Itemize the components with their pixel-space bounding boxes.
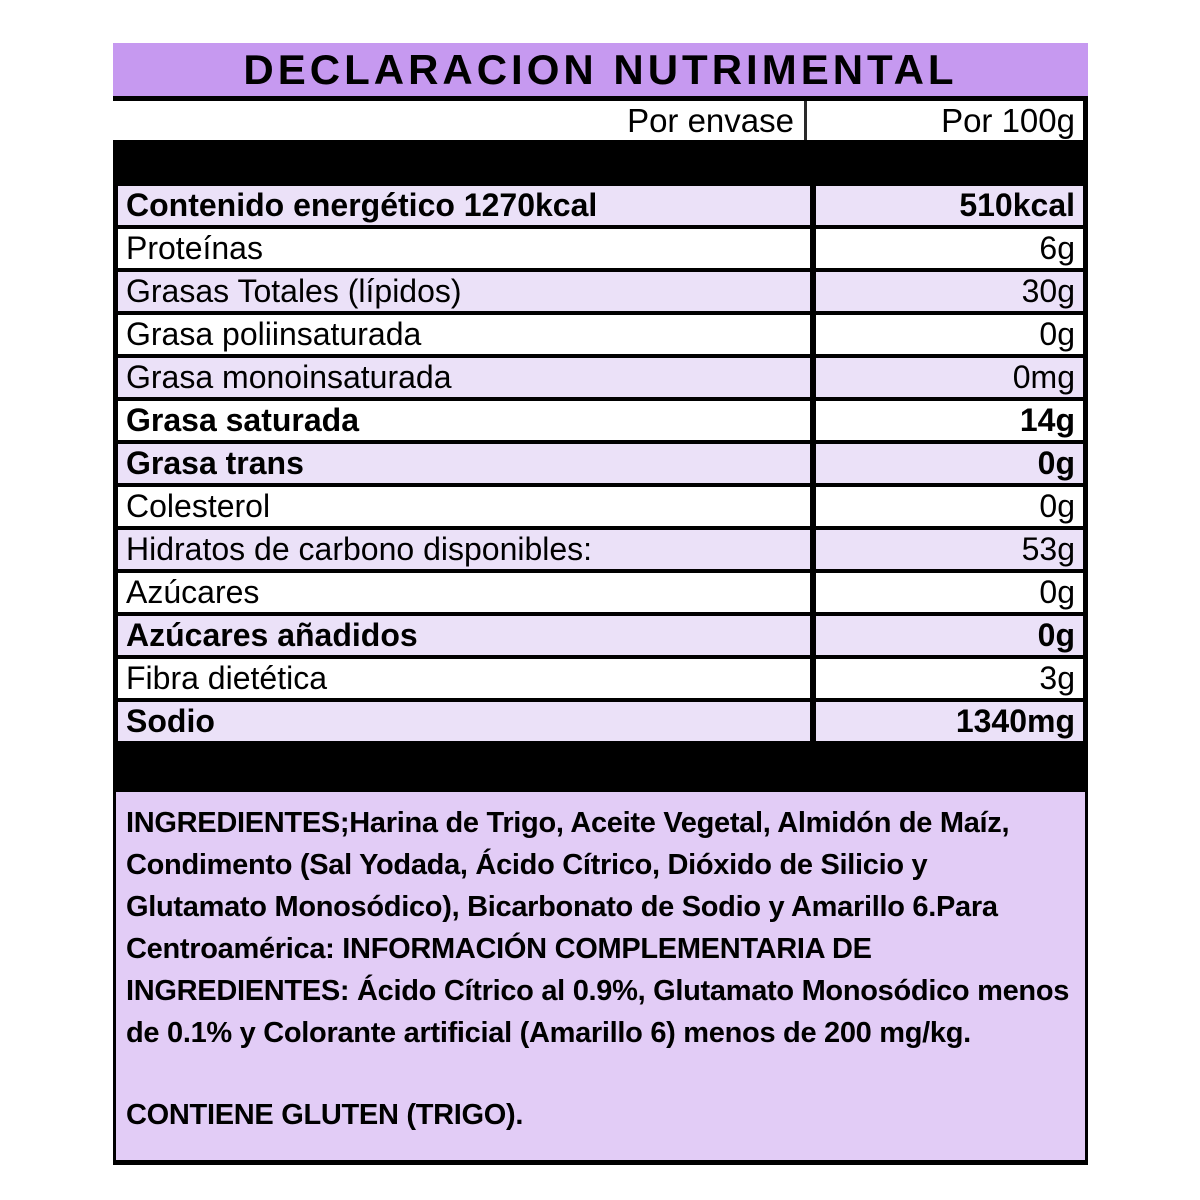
nutrient-row (118, 229, 1083, 272)
nutrient-value: 0g (810, 487, 1083, 526)
nutrient-row (118, 573, 1083, 616)
nutrient-row (118, 186, 1083, 229)
nutrient-row (118, 315, 1083, 358)
nutrient-label: Colesterol (126, 488, 271, 524)
column-header-per-100g: Por 100g (941, 102, 1075, 139)
nutrient-value: 14g (810, 401, 1083, 440)
nutrient-label: Contenido energético 1270kcal (126, 187, 598, 223)
nutrient-label: Grasa poliinsaturada (126, 316, 422, 352)
nutrient-label: Fibra dietética (126, 660, 327, 696)
nutrient-row (118, 487, 1083, 530)
ingredients-section (113, 792, 1088, 1165)
allergen-statement: CONTIENE GLUTEN (TRIGO). (126, 1099, 524, 1131)
nutrient-row (118, 616, 1083, 659)
nutrient-row (118, 444, 1083, 487)
divider-bar-top (113, 140, 1088, 186)
nutrient-value: 0g (810, 616, 1083, 655)
nutrient-value: 53g (810, 530, 1083, 569)
nutrient-label: Azúcares (126, 574, 260, 610)
divider-bar-bottom (113, 745, 1088, 792)
nutrient-label: Hidratos de carbono disponibles: (126, 531, 593, 567)
nutrient-value: 0g (810, 315, 1083, 354)
nutrient-row (118, 530, 1083, 573)
nutrient-value: 6g (810, 229, 1083, 268)
nutrient-label: Sodio (126, 703, 215, 739)
nutrient-label: Grasa trans (126, 445, 304, 481)
nutrient-value: 0mg (810, 358, 1083, 397)
label-title: DECLARACION NUTRIMENTAL (113, 43, 1088, 101)
nutrient-value: 1340mg (810, 702, 1083, 741)
nutrient-value: 3g (810, 659, 1083, 698)
nutrient-row (118, 702, 1083, 745)
nutrient-value: 30g (810, 272, 1083, 311)
column-header-per-package: Por envase (113, 101, 807, 140)
nutrient-label: Grasa monoinsaturada (126, 359, 452, 395)
nutrient-value: 0g (810, 444, 1083, 483)
ingredients-text: INGREDIENTES;Harina de Trigo, Aceite Vegetal, Almidón de Maíz, Condimento (Sal Yodada, Ácido Cítrico, Dióxido de Silicio y Glutamato Monosódico), Bicarbonato de Sodio y Amarillo 6.Para Centroamérica: INFORMACIÓN COMPLEMENTARIA DE INGREDIENTES: Ácido Cítrico al 0.9%, Glutamato Monosódico menos de 0.1% y Colorante artificial (Amarillo 6) menos de 200 mg/kg. (126, 807, 1070, 1049)
nutrient-value: 0g (810, 573, 1083, 612)
nutrient-row (118, 401, 1083, 444)
nutrient-label: Proteínas (126, 230, 263, 266)
column-headers (113, 101, 1088, 140)
nutrient-value: 510kcal (810, 186, 1083, 225)
nutrient-row (118, 659, 1083, 702)
nutrient-row (118, 272, 1083, 315)
nutrition-label (113, 43, 1088, 1165)
nutrient-label: Azúcares añadidos (126, 617, 418, 653)
nutrient-table (113, 186, 1088, 745)
nutrient-label: Grasas Totales (lípidos) (126, 273, 462, 309)
nutrient-label: Grasa saturada (126, 402, 360, 438)
nutrient-row (118, 358, 1083, 401)
